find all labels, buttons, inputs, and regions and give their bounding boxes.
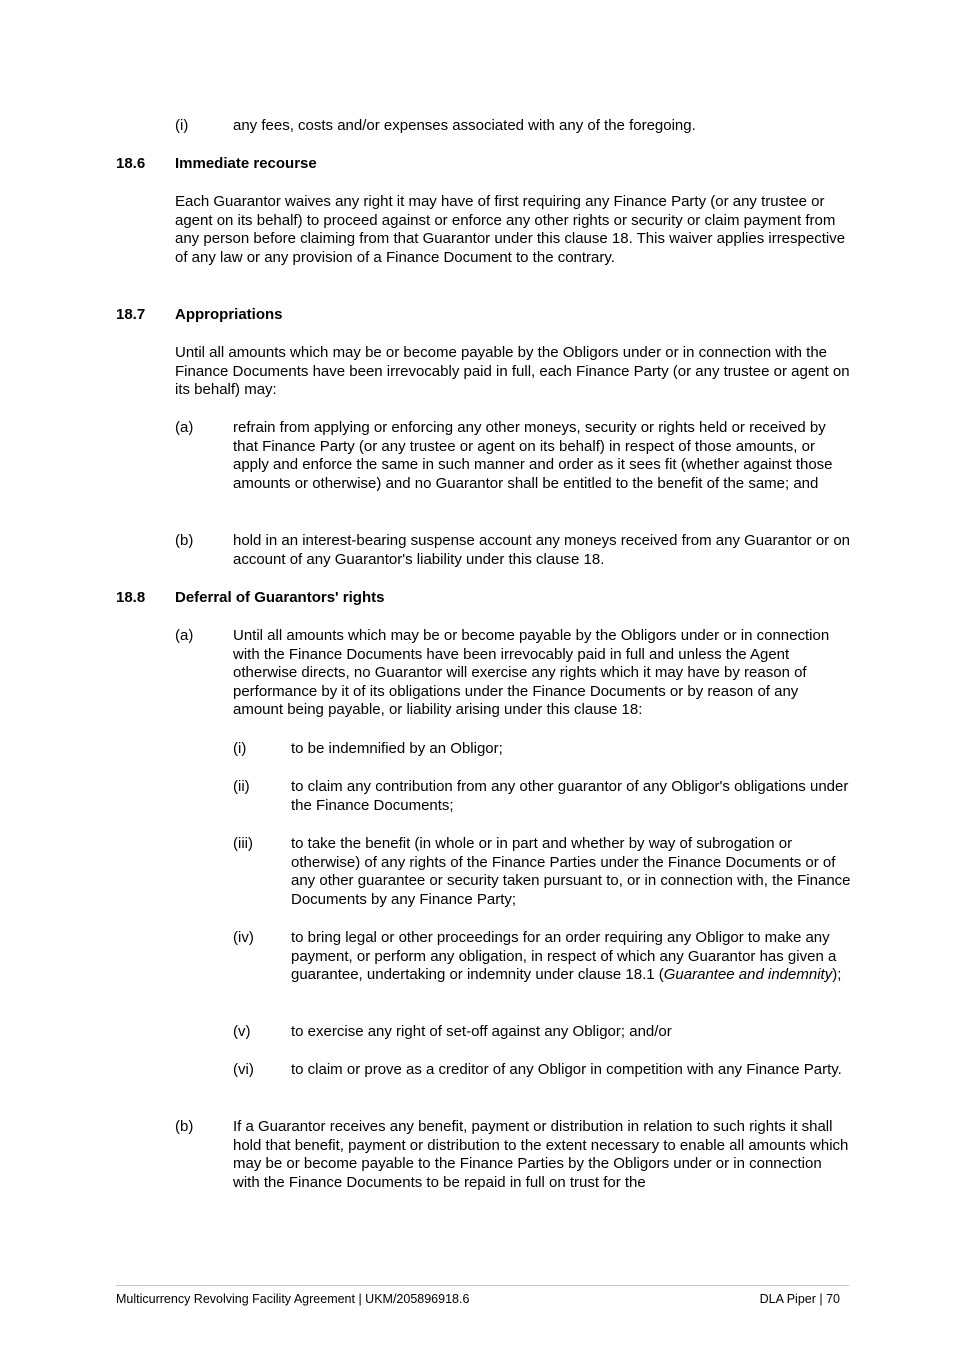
subitem-text: to claim or prove as a creditor of any Obligor in competition with any Finance Party. (291, 1061, 842, 1078)
section-heading: Appropriations (175, 306, 283, 323)
subitem-text: to claim any contribution from any other guarantor of any Obligor's obligations under the Finance Documents; (291, 778, 849, 814)
section-heading: Deferral of Guarantors' rights (175, 589, 385, 606)
section-intro: Until all amounts which may be or become payable by the Obligors under or in connection with the Finance Documents have been irrevocably paid in full, each Finance Party (or any trustee or agent on its behalf) may: (175, 344, 850, 399)
item-label: (a) (175, 419, 194, 436)
item-text: If a Guarantor receives any benefit, payment or distribution in relation to such rights it shall hold that benefit, payment or distribution to the extent necessary to enable all amounts which may be or become payable to the Finance Parties by the Obligors under or in connection with the Finance Documents to be repaid in full on trust for the (233, 1118, 849, 1191)
subitem-label: (iii) (233, 835, 253, 852)
subitem-text (291, 929, 851, 985)
item-label: (i) (175, 117, 189, 134)
section-number: 18.7 (116, 306, 146, 323)
item-text: hold in an interest-bearing suspense account any moneys received from any Guarantor or on account of any Guarantor's liability under this clause 18. (233, 532, 851, 568)
section-number: 18.8 (116, 589, 146, 606)
section-body: Each Guarantor waives any right it may have of first requiring any Finance Party (or any trustee or agent on its behalf) to proceed against or enforce any other rights or security or claim payment from any person before claiming from that Guarantor under this clause 18. This waiver applies irrespective of any law or any provision of a Finance Document to the contrary. (175, 193, 846, 266)
item-text: any fees, costs and/or expenses associated with any of the foregoing. (233, 117, 696, 134)
section-heading: Immediate recourse (175, 155, 317, 172)
subitem-text: to take the benefit (in whole or in part and whether by way of subrogation or otherwise) of any rights of the Finance Parties under the Finance Documents or of any other guarantee or security taken pursuant to, or in connection with, the Finance Documents by any Finance Party; (291, 835, 851, 908)
subitem-label: (vi) (233, 1061, 254, 1078)
subitem-label: (i) (233, 740, 247, 757)
footer-divider (116, 1285, 849, 1286)
item-label: (b) (175, 532, 194, 549)
subitem-text-main: to bring legal or other proceedings for an order requiring any Obligor to make any payment, or perform any obligation, in respect of which any Guarantor has given a guarantee, undertaking or indemnity under clause 18.1 ( (291, 929, 837, 984)
item-label: (b) (175, 1118, 194, 1135)
subitem-text-end: ); (832, 966, 842, 984)
subitem-text: to be indemnified by an Obligor; (291, 740, 503, 757)
item-text: Until all amounts which may be or become payable by the Obligors under or in connection with the Finance Documents have been irrevocably paid in full and unless the Agent otherwise directs, no Guarantor will exercise any rights which it may have by reason of performance by it of its obligations under the Finance Documents or by reason of any amount being payable, or liability arising under this clause 18: (233, 627, 830, 719)
subitem-label: (ii) (233, 778, 250, 795)
footer-document-reference: Multicurrency Revolving Facility Agreement | UKM/205896918.6 (116, 1292, 470, 1306)
cross-reference-title: Guarantee and indemnity (663, 966, 833, 984)
subitem-label: (iv) (233, 929, 254, 946)
footer-page-number: DLA Piper | 70 (759, 1292, 840, 1306)
item-label: (a) (175, 627, 194, 644)
item-text: refrain from applying or enforcing any other moneys, security or rights held or received by that Finance Party (or any trustee or agent on its behalf) in respect of those amounts, or apply and enforce the same in such manner and order as it sees fit (whether against those amounts or otherwise) and no Guarantor shall be entitled to the benefit of the same; and (233, 419, 833, 492)
subitem-label: (v) (233, 1023, 251, 1040)
subitem-text: to exercise any right of set-off against any Obligor; and/or (291, 1023, 672, 1040)
section-number: 18.6 (116, 155, 146, 172)
